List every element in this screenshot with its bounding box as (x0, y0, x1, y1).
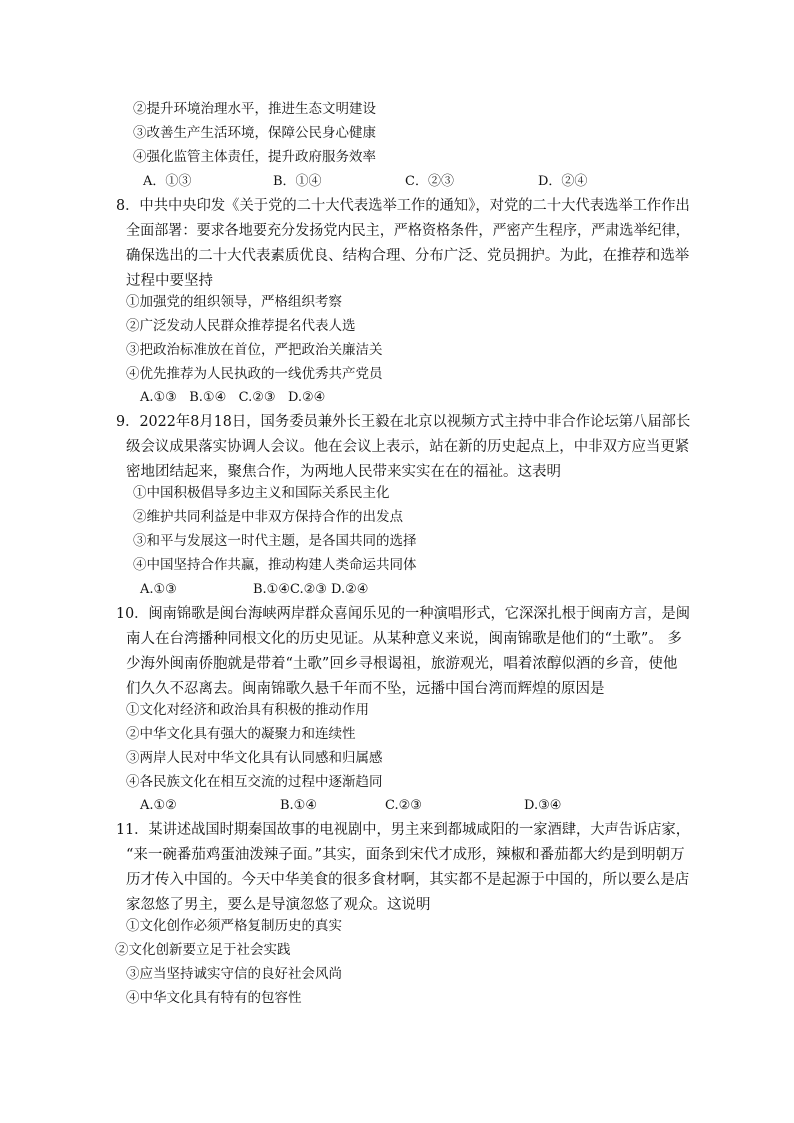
q9-option-3: ③和平与发展这一时代主题，是各国共同的选择 (133, 533, 417, 549)
q7-answer-a: A．①③ (143, 174, 192, 189)
q10-option-3: ③两岸人民对中华文化具有认同感和归属感 (126, 750, 383, 766)
q11-option-3: ③应当坚持诚实守信的良好社会风尚 (126, 966, 342, 982)
q9-answer-a: A.①③ (140, 582, 177, 597)
q8-stem-line-2: 全面部署：要求各地要充分发扬党内民主，严格资格条件，严密产生程序，严肃选举纪律， (126, 223, 690, 239)
q10-answer-a: A.①② (140, 798, 177, 813)
q8-stem-line-1: 8．中共中央印发《关于党的二十大代表选举工作的通知》，对党的二十大代表选举工作作出 (116, 198, 690, 214)
q9-option-4: ④中国坚持合作共赢，推动构建人类命运共同体 (133, 557, 417, 573)
q9-stem-line-2: 级会议成果落实协调人会议。他在会议上表示，站在新的历史起点上，中非双方应当更紧 (126, 439, 690, 455)
q11-stem-line-2: “来一碗番茄鸡蛋油泼辣子面。”其实，面条到宋代才成形，辣椒和番茄都大约是到明朝万 (126, 847, 685, 863)
q10-stem-line-2: 南人在台湾播种同根文化的历史见证。从某种意义来说，闽南锦歌是他们的“土歌”。 多 (126, 631, 682, 647)
q10-answer-b: B.①④ (280, 798, 317, 813)
q11-stem-line-4: 家忽悠了男主，要么是导演忽悠了观众。这说明 (126, 897, 431, 913)
q8-option-3: ③把政治标准放在首位，严把政治关廉洁关 (126, 342, 383, 358)
q7-answer-c: C．②③ (405, 174, 454, 189)
q9-option-1: ①中国积极倡导多边主义和国际关系民主化 (133, 485, 390, 501)
q7-option-3: ③改善生产生活环境，保障公民身心健康 (133, 125, 376, 141)
q9-option-2: ②维护共同利益是中非双方保持合作的出发点 (133, 509, 403, 525)
q9-stem-line-1: 9．2022年8月18日，国务委员兼外长王毅在北京以视频方式主持中非合作论坛第八届部长 (116, 414, 691, 430)
q10-answer-c: C.②③ (385, 798, 422, 813)
q7-answer-b: B．①④ (273, 174, 322, 189)
q7-answer-d: D．②④ (538, 174, 588, 189)
q10-stem-line-1: 10．闽南锦歌是闽台海峡两岸群众喜闻乐见的一种演唱形式，它深深扎根于闽南方言，是闽 (116, 606, 691, 622)
q8-option-1: ①加强党的组织领导，严格组织考察 (126, 294, 342, 310)
q9-answers-bcd: B.①④C.②③ D.②④ (253, 582, 369, 597)
q10-stem-line-3: 少海外闽南侨胞就是带着“土歌”回乡寻根谒祖，旅游观光，唱着浓醇似酒的乡音，使他 (126, 656, 678, 672)
q10-answer-d: D.③④ (524, 798, 562, 813)
q7-option-2: ②提升环境治理水平，推进生态文明建设 (133, 101, 376, 117)
q8-option-2: ②广泛发动人民群众推荐提名代表人选 (126, 318, 356, 334)
q9-stem-line-3: 密地团结起来，聚焦合作，为两地人民带来实实在在的福祉。这表明 (126, 464, 561, 480)
q11-stem-line-1: 11．某讲述战国时期秦国故事的电视剧中，男主来到都城咸阳的一家酒肆，大声告诉店家， (116, 822, 691, 838)
q8-stem-line-4: 过程中要坚持 (126, 273, 213, 289)
q8-stem-line-3: 确保选出的二十大代表素质优良、结构合理、分布广泛、党员拥护。为此，在推荐和选举 (126, 248, 690, 264)
q11-option-4: ④中华文化具有特有的包容性 (126, 990, 302, 1006)
q11-option-2: ②文化创新要立足于社会实践 (115, 942, 291, 958)
q7-option-4: ④强化监管主体责任，提升政府服务效率 (133, 149, 376, 165)
q10-option-4: ④各民族文化在相互交流的过程中逐渐趋同 (126, 774, 383, 790)
q8-option-4: ④优先推荐为人民执政的一线优秀共产党员 (126, 366, 383, 382)
q10-option-2: ②中华文化具有强大的凝聚力和连续性 (126, 726, 356, 742)
q11-stem-line-3: 历才传入中国的。今天中华美食的很多食材啊，其实都不是起源于中国的，所以要么是店 (126, 872, 690, 888)
q8-answers: A.①③ B.①④ C.②③ D.②④ (140, 390, 326, 405)
q10-option-1: ①文化对经济和政治具有积极的推动作用 (126, 702, 369, 718)
q10-stem-line-4: 们久久不忍离去。闽南锦歌久悬千年而不坠，远播中国台湾而辉煌的原因是 (126, 681, 605, 697)
q11-option-1: ①文化创作必须严格复制历史的真实 (126, 918, 342, 934)
